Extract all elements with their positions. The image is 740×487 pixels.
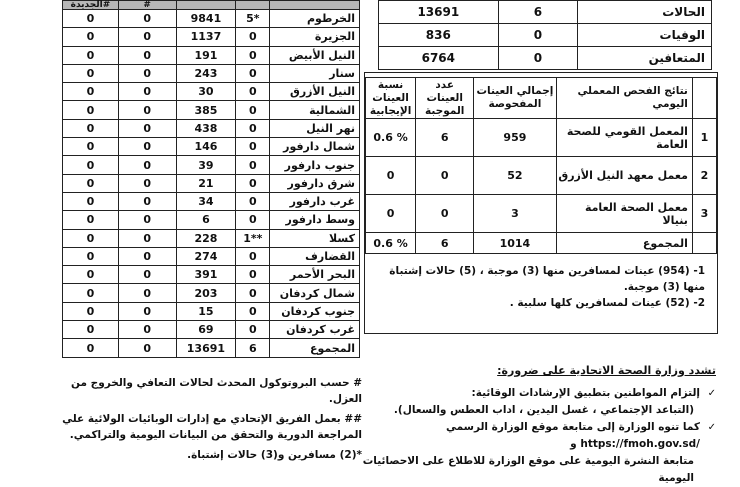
header-name [270, 1, 360, 10]
lab-pct: 0.6 % [366, 119, 416, 157]
states-notes [62, 375, 362, 467]
state-total-cases: 438 [176, 119, 236, 137]
guidance-item [330, 385, 716, 402]
state-total-cases: 9841 [176, 10, 236, 28]
lab-total-num [692, 233, 716, 254]
state-row [63, 138, 360, 156]
guidance-text: إلتزام المواطنين بتطبيق الإرشادات الوقائية: [471, 387, 700, 399]
state-deaths: 0 [118, 46, 176, 64]
state-new-cases: 0 [63, 10, 119, 28]
state-daily: 0 [236, 28, 270, 46]
summary-table [378, 0, 712, 70]
state-total-cases: 69 [176, 321, 236, 339]
lab-number: 3 [692, 195, 716, 233]
state-row [63, 229, 360, 247]
state-daily: 0 [236, 247, 270, 265]
state-new-cases: 0 [63, 156, 119, 174]
note-line: # حسب البروتوكول المحدث لحالات التعافي والخروج من العزل. [71, 377, 362, 405]
state-deaths: 0 [118, 28, 176, 46]
state-name: سنار [270, 64, 360, 82]
summary-total: 6764 [379, 47, 499, 70]
header-total [176, 1, 236, 10]
state-new-cases: 0 [63, 101, 119, 119]
lab-footnote: 2- (52) عينات لمسافرين كلها سلبية . [509, 297, 705, 309]
state-row [63, 10, 360, 28]
state-daily: 0 [236, 174, 270, 192]
state-name: الجزيرة [270, 28, 360, 46]
state-name: الخرطوم [270, 10, 360, 28]
note-line: ## بعمل الفريق الإتحادي مع إدارات الوبائيات الولائية علي المراجعة الدورية والتحقق من البيانات اليومية والتراكمي. [62, 413, 362, 441]
lab-total-tested: 1014 [474, 233, 556, 254]
summary-label: الوفيات [578, 24, 712, 47]
lab-row [366, 157, 717, 195]
state-total-cases: 30 [176, 83, 236, 101]
state-total-cases: 274 [176, 247, 236, 265]
state-name: الشمالية [270, 101, 360, 119]
note-line: *(2) مسافرين و(3) حالات إشتباة. [187, 449, 362, 461]
state-deaths: 0 [118, 211, 176, 229]
state-row [63, 211, 360, 229]
state-total-cases: 21 [176, 174, 236, 192]
state-row [63, 83, 360, 101]
state-deaths: 0 [118, 229, 176, 247]
state-name: القضارف [270, 247, 360, 265]
state-new-cases: 0 [63, 64, 119, 82]
state-daily: 0 [236, 302, 270, 320]
summary-new: 6 [498, 1, 578, 24]
state-total-cases: 243 [176, 64, 236, 82]
state-new-cases: 0 [63, 28, 119, 46]
state-daily: 0 [236, 211, 270, 229]
header-deaths: # [118, 1, 176, 10]
lab-results-table [365, 77, 717, 254]
summary-label: الحالات [578, 1, 712, 24]
summary-row [379, 1, 712, 24]
lab-number: 2 [692, 157, 716, 195]
lab-footnotes [375, 263, 705, 311]
state-deaths: 0 [118, 10, 176, 28]
state-name: جنوب دارفور [270, 156, 360, 174]
state-total-cases: 391 [176, 266, 236, 284]
state-new-cases: 0 [63, 266, 119, 284]
state-deaths: 0 [118, 83, 176, 101]
state-row [63, 64, 360, 82]
state-daily: 0 [236, 83, 270, 101]
state-deaths: 0 [118, 174, 176, 192]
state-name: شرق دارفور [270, 174, 360, 192]
lab-name: معمل معهد النيل الأزرق [556, 157, 692, 195]
lab-pct: 0 [366, 195, 416, 233]
state-row [63, 119, 360, 137]
state-daily: 0 [236, 64, 270, 82]
states-header-row [63, 1, 360, 10]
header-new: الجديدة# [63, 1, 119, 10]
state-row [63, 28, 360, 46]
state-daily: 0 [236, 138, 270, 156]
summary-row [379, 47, 712, 70]
guidance-subtext: (التباعد الإجتماعي ، غسل اليدين ، اداب العطس والسعال). [393, 404, 694, 416]
summary-total: 13691 [379, 1, 499, 24]
lab-tested: 959 [474, 119, 556, 157]
state-new-cases: 0 [63, 302, 119, 320]
lab-total-pct: 0.6 % [366, 233, 416, 254]
state-row [63, 192, 360, 210]
state-name: شمال كردفان [270, 284, 360, 302]
header-mark [236, 1, 270, 10]
lab-number: 1 [692, 119, 716, 157]
lab-header-row [366, 78, 717, 119]
state-new-cases: 0 [63, 321, 119, 339]
guidance-text: كما تنوه الوزارة إلى متابعة موقع الوزارة الرسمي /https://fmoh.gov.sd و [445, 421, 700, 450]
lab-header-name: نتائج الفحص المعملي اليومي [556, 78, 692, 119]
total-deaths: 0 [118, 339, 176, 358]
state-daily: 0 [236, 266, 270, 284]
state-name: غرب كردفان [270, 321, 360, 339]
state-new-cases: 0 [63, 83, 119, 101]
state-daily: 0 [236, 46, 270, 64]
state-daily: 5* [236, 10, 270, 28]
lab-tested: 3 [474, 195, 556, 233]
state-row [63, 266, 360, 284]
state-new-cases: 0 [63, 229, 119, 247]
state-deaths: 0 [118, 156, 176, 174]
states-total-row [63, 339, 360, 358]
lab-positive: 0 [416, 157, 474, 195]
lab-footnote: 1- (954) عينات لمسافرين منها (3) موجبة ، (5) حالات إشتباة منها (3) موجبة. [389, 265, 705, 293]
state-row [63, 101, 360, 119]
state-total-cases: 228 [176, 229, 236, 247]
state-deaths: 0 [118, 247, 176, 265]
state-name: كسلا [270, 229, 360, 247]
state-row [63, 156, 360, 174]
state-new-cases: 0 [63, 138, 119, 156]
state-daily: 0 [236, 192, 270, 210]
lab-total-label: المجموع [556, 233, 692, 254]
state-total-cases: 203 [176, 284, 236, 302]
state-new-cases: 0 [63, 247, 119, 265]
state-total-cases: 385 [176, 101, 236, 119]
state-row [63, 321, 360, 339]
summary-total: 836 [379, 24, 499, 47]
summary-label: المتعافين [578, 47, 712, 70]
state-total-cases: 191 [176, 46, 236, 64]
state-new-cases: 0 [63, 46, 119, 64]
summary-new: 0 [498, 47, 578, 70]
summary-new: 0 [498, 24, 578, 47]
state-name: النيل الأبيض [270, 46, 360, 64]
state-row [63, 174, 360, 192]
total-mark: 6 [236, 339, 270, 358]
ministry-guidance [330, 362, 716, 487]
state-total-cases: 146 [176, 138, 236, 156]
state-total-cases: 15 [176, 302, 236, 320]
lab-pct: 0 [366, 157, 416, 195]
guidance-title: تشدد وزارة الصحة الاتحادية على ضرورة: [497, 364, 716, 377]
state-deaths: 0 [118, 138, 176, 156]
state-daily: 0 [236, 321, 270, 339]
lab-header-num [692, 78, 716, 119]
state-row [63, 247, 360, 265]
lab-header-pct: نسبة العينات الإيجابية [366, 78, 416, 119]
check-icon: ✓ [707, 422, 716, 433]
lab-header-pos: عدد العينات الموجبة [416, 78, 474, 119]
state-total-cases: 39 [176, 156, 236, 174]
state-daily: 0 [236, 156, 270, 174]
guidance-item [330, 419, 716, 453]
state-new-cases: 0 [63, 174, 119, 192]
state-name: جنوب كردفان [270, 302, 360, 320]
state-name: البحر الأحمر [270, 266, 360, 284]
state-row [63, 46, 360, 64]
total-cases: 13691 [176, 339, 236, 358]
state-deaths: 0 [118, 192, 176, 210]
state-daily: 0 [236, 101, 270, 119]
state-name: غرب دارفور [270, 192, 360, 210]
lab-header-tested: إجمالي العينات المفحوصة [474, 78, 556, 119]
guidance-subtext: متابعة النشرة اليومية على موقع الوزارة للاطلاع على الاحصائيات اليومية [362, 455, 694, 484]
state-new-cases: 0 [63, 119, 119, 137]
total-label: المجموع [270, 339, 360, 358]
state-deaths: 0 [118, 119, 176, 137]
lab-tested: 52 [474, 157, 556, 195]
check-icon: ✓ [707, 388, 716, 399]
lab-positive: 0 [416, 195, 474, 233]
state-total-cases: 6 [176, 211, 236, 229]
state-name: نهر النيل [270, 119, 360, 137]
state-name: شمال دارفور [270, 138, 360, 156]
state-row [63, 284, 360, 302]
state-new-cases: 0 [63, 284, 119, 302]
lab-total-row [366, 233, 717, 254]
total-new: 0 [63, 339, 119, 358]
state-deaths: 0 [118, 266, 176, 284]
lab-name: معمل الصحة العامة بنيالا [556, 195, 692, 233]
lab-total-pos: 6 [416, 233, 474, 254]
lab-results-panel [364, 72, 718, 334]
state-deaths: 0 [118, 64, 176, 82]
state-deaths: 0 [118, 302, 176, 320]
state-new-cases: 0 [63, 192, 119, 210]
state-deaths: 0 [118, 101, 176, 119]
lab-row [366, 119, 717, 157]
states-table [62, 0, 360, 358]
state-row [63, 302, 360, 320]
summary-row [379, 24, 712, 47]
state-name: النيل الأزرق [270, 83, 360, 101]
lab-positive: 6 [416, 119, 474, 157]
lab-row [366, 195, 717, 233]
state-new-cases: 0 [63, 211, 119, 229]
state-deaths: 0 [118, 284, 176, 302]
state-daily: 0 [236, 119, 270, 137]
state-daily: 0 [236, 284, 270, 302]
state-total-cases: 1137 [176, 28, 236, 46]
state-name: وسط دارفور [270, 211, 360, 229]
state-deaths: 0 [118, 321, 176, 339]
state-daily: 1** [236, 229, 270, 247]
state-total-cases: 34 [176, 192, 236, 210]
lab-name: المعمل القومي للصحة العامة [556, 119, 692, 157]
